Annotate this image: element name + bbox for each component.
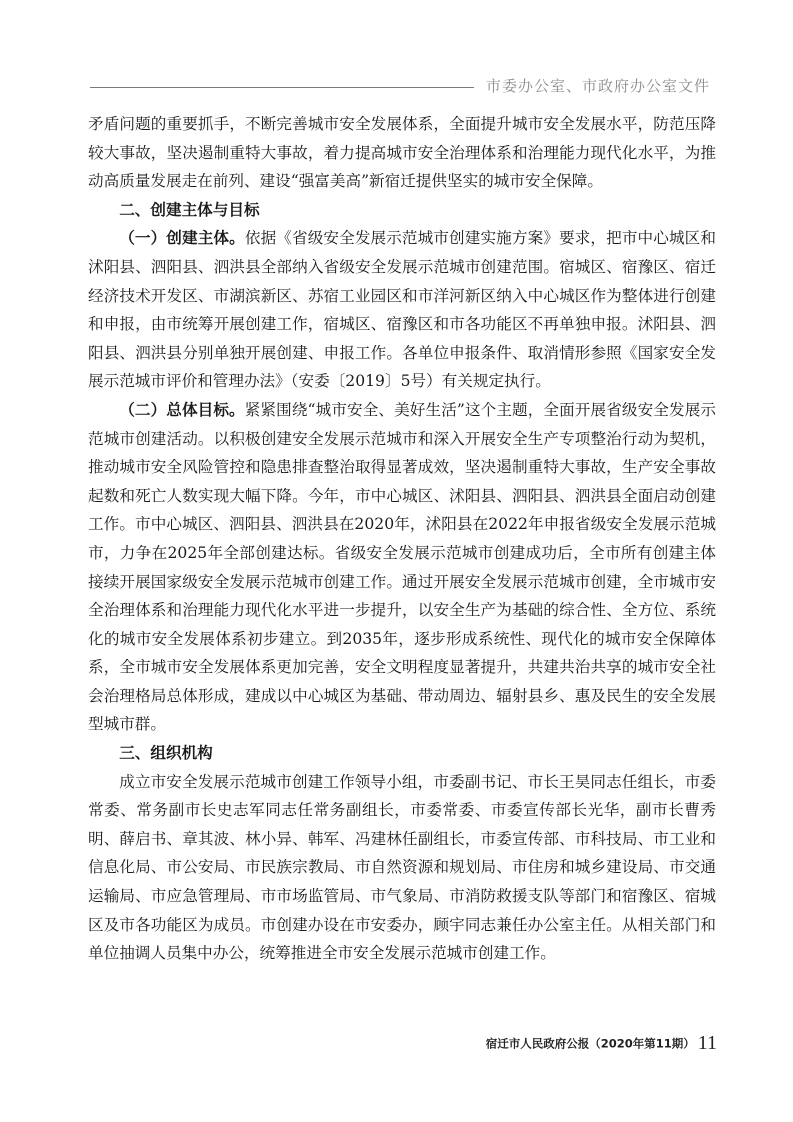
section-heading-goals: 二、创建主体与目标 — [119, 200, 260, 219]
section-heading-organization: 三、组织机构 — [119, 744, 213, 763]
paragraph-creation-subject — [88, 224, 716, 396]
body-text — [88, 110, 716, 968]
paragraph-organization: 成立市安全发展示范城市创建工作领导小组，市委副书记、市长王昊同志任组长，市委常委、常务副市长史志军同志任常务副组长，市委常委、市委宣传部长光华，副市长曹秀明、薛启书、章其波、林小异、韩军、冯建林任副组长，市委宣传部、市科技局、市工业和信息化局、市公安局、市民族宗教局、市自然资源和规划局、市住房和城乡建设局、市交通运输局、市应急管理局、市市场监管局、市气象局、市消防救援支队等部门和宿豫区、宿城区及市各功能区为成员。市创建办设在市安委办，顾宇同志兼任办公室主任。从相关部门和单位抽调人员集中办公，统筹推进全市安全发展示范城市创建工作。 — [88, 772, 716, 963]
journal-title: 宿迁市人民政府公报（2020年第11期） — [485, 1036, 695, 1051]
header-rule — [90, 87, 474, 88]
paragraph-creation-subject-text: 依据《省级安全发展示范城市创建实施方案》要求，把市中心城区和沭阳县、泗阳县、泗洪县全部纳入省级安全发展示范城市创建范围。宿城区、宿豫区、宿迁经济技术开发区、市湖滨新区、苏宿工业园区和市洋河新区纳入中心城区作为整体进行创建和申报，由市统筹开展创建工作，宿城区、宿豫区和市各功能区不再单独申报。沭阳县、泗阳县、泗洪县分别单独开展创建、申报工作。各单位申报条件、取消情形参照《国家安全发展示范城市评价和管理办法》（安委〔2019〕5号）有关规定执行。 — [88, 229, 716, 391]
page-footer — [476, 1032, 717, 1055]
subheading-overall-goal: （二）总体目标。 — [119, 400, 245, 419]
paragraph-overall-goal-text: 紧紧围绕“城市安全、美好生活”这个主题，全面开展省级安全发展示范城市创建活动。以积极创建安全发展示范城市和深入开展安全生产专项整治行动为契机，推动城市安全风险管控和隐患排查整治取得显著成效，坚决遏制重特大事故，生产安全事故起数和死亡人数实现大幅下降。今年，市中心城区、沭阳县、泗阳县、泗洪县全面启动创建工作。市中心城区、泗阳县、泗洪县在2020年，沭阳县在2022年申报省级安全发展示范城市，力争在2025年全部创建达标。省级安全发展示范城市创建成功后，全市所有创建主体接续开展国家级安全发展示范城市创建工作。通过开展安全发展示范城市创建，全市城市安全治理体系和治理能力现代化水平进一步提升，以安全生产为基础的综合性、全方位、系统化的城市安全发展体系初步建立。到2035年，逐步形成系统性、现代化的城市安全保障体系，全市城市安全发展体系更加完善，安全文明程度显著提升，共建共治共享的城市安全社会治理格局总体形成，建成以中心城区为基础、带动周边、辐射县乡、惠及民生的安全发展型城市群。 — [88, 400, 716, 734]
paragraph-overall-goal — [88, 396, 716, 739]
paragraph-intro-continuation: 矛盾问题的重要抓手，不断完善城市安全发展体系，全面提升城市安全发展水平，防范压降较大事故，坚决遏制重特大事故，着力提高城市安全治理体系和治理能力现代化水平，为推动高质量发展走在前列、建设“强富美高”新宿迁提供坚实的城市安全保障。 — [88, 115, 716, 191]
subheading-creation-subject: （一）创建主体。 — [119, 229, 245, 248]
header-title: 市委办公室、市政府办公室文件 — [486, 77, 711, 95]
page-number: 11 — [697, 1032, 717, 1054]
